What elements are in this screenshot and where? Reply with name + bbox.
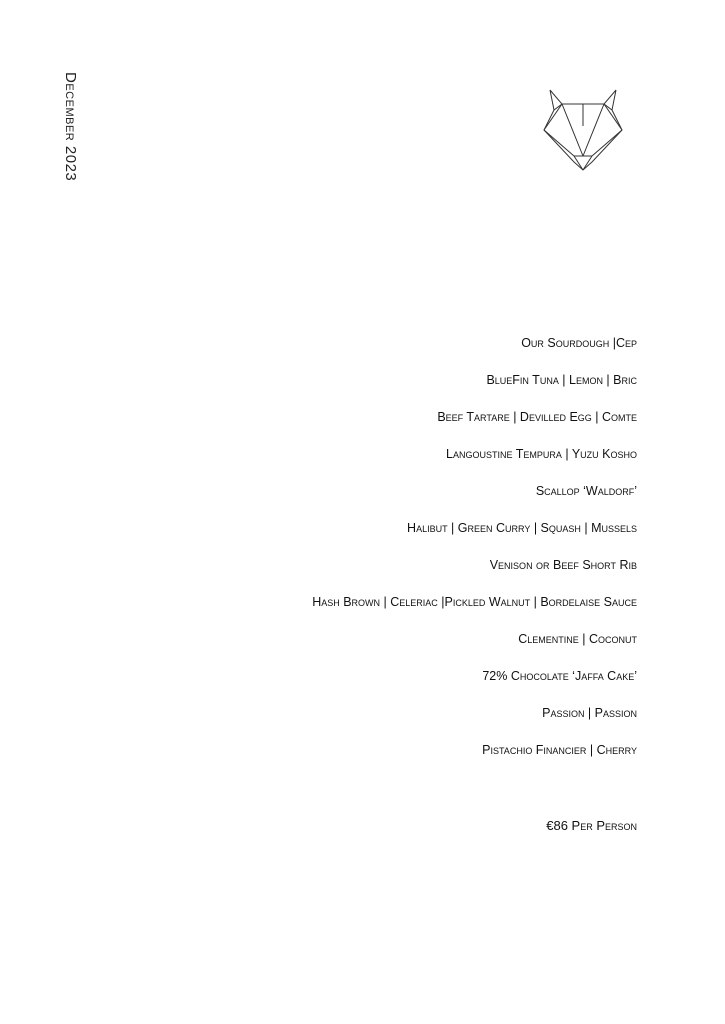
menu-item: Our Sourdough |Cep [521,336,637,350]
menu-item: Scallop ‘Waldorf’ [535,484,637,498]
menu-item: Langoustine Tempura | Yuzu Kosho [446,447,637,461]
menu-item: Halibut | Green Curry | Squash | Mussels [407,521,637,535]
tasting-menu-list [312,334,637,778]
price-per-person: €86 Per Person [546,818,637,833]
menu-item: Clementine | Coconut [518,632,637,646]
menu-item: 72% Chocolate ‘Jaffa Cake’ [482,669,637,683]
menu-date: December 2023 [62,72,79,182]
fox-logo-icon [540,86,626,172]
menu-item: BlueFin Tuna | Lemon | Bric [486,373,637,387]
menu-item: Beef Tartare | Devilled Egg | Comte [437,410,637,424]
menu-item: Hash Brown | Celeriac |Pickled Walnut | Bordelaise Sauce [312,595,637,609]
menu-item: Passion | Passion [542,706,637,720]
menu-item: Venison or Beef Short Rib [489,558,637,572]
menu-item: Pistachio Financier | Cherry [482,743,637,757]
